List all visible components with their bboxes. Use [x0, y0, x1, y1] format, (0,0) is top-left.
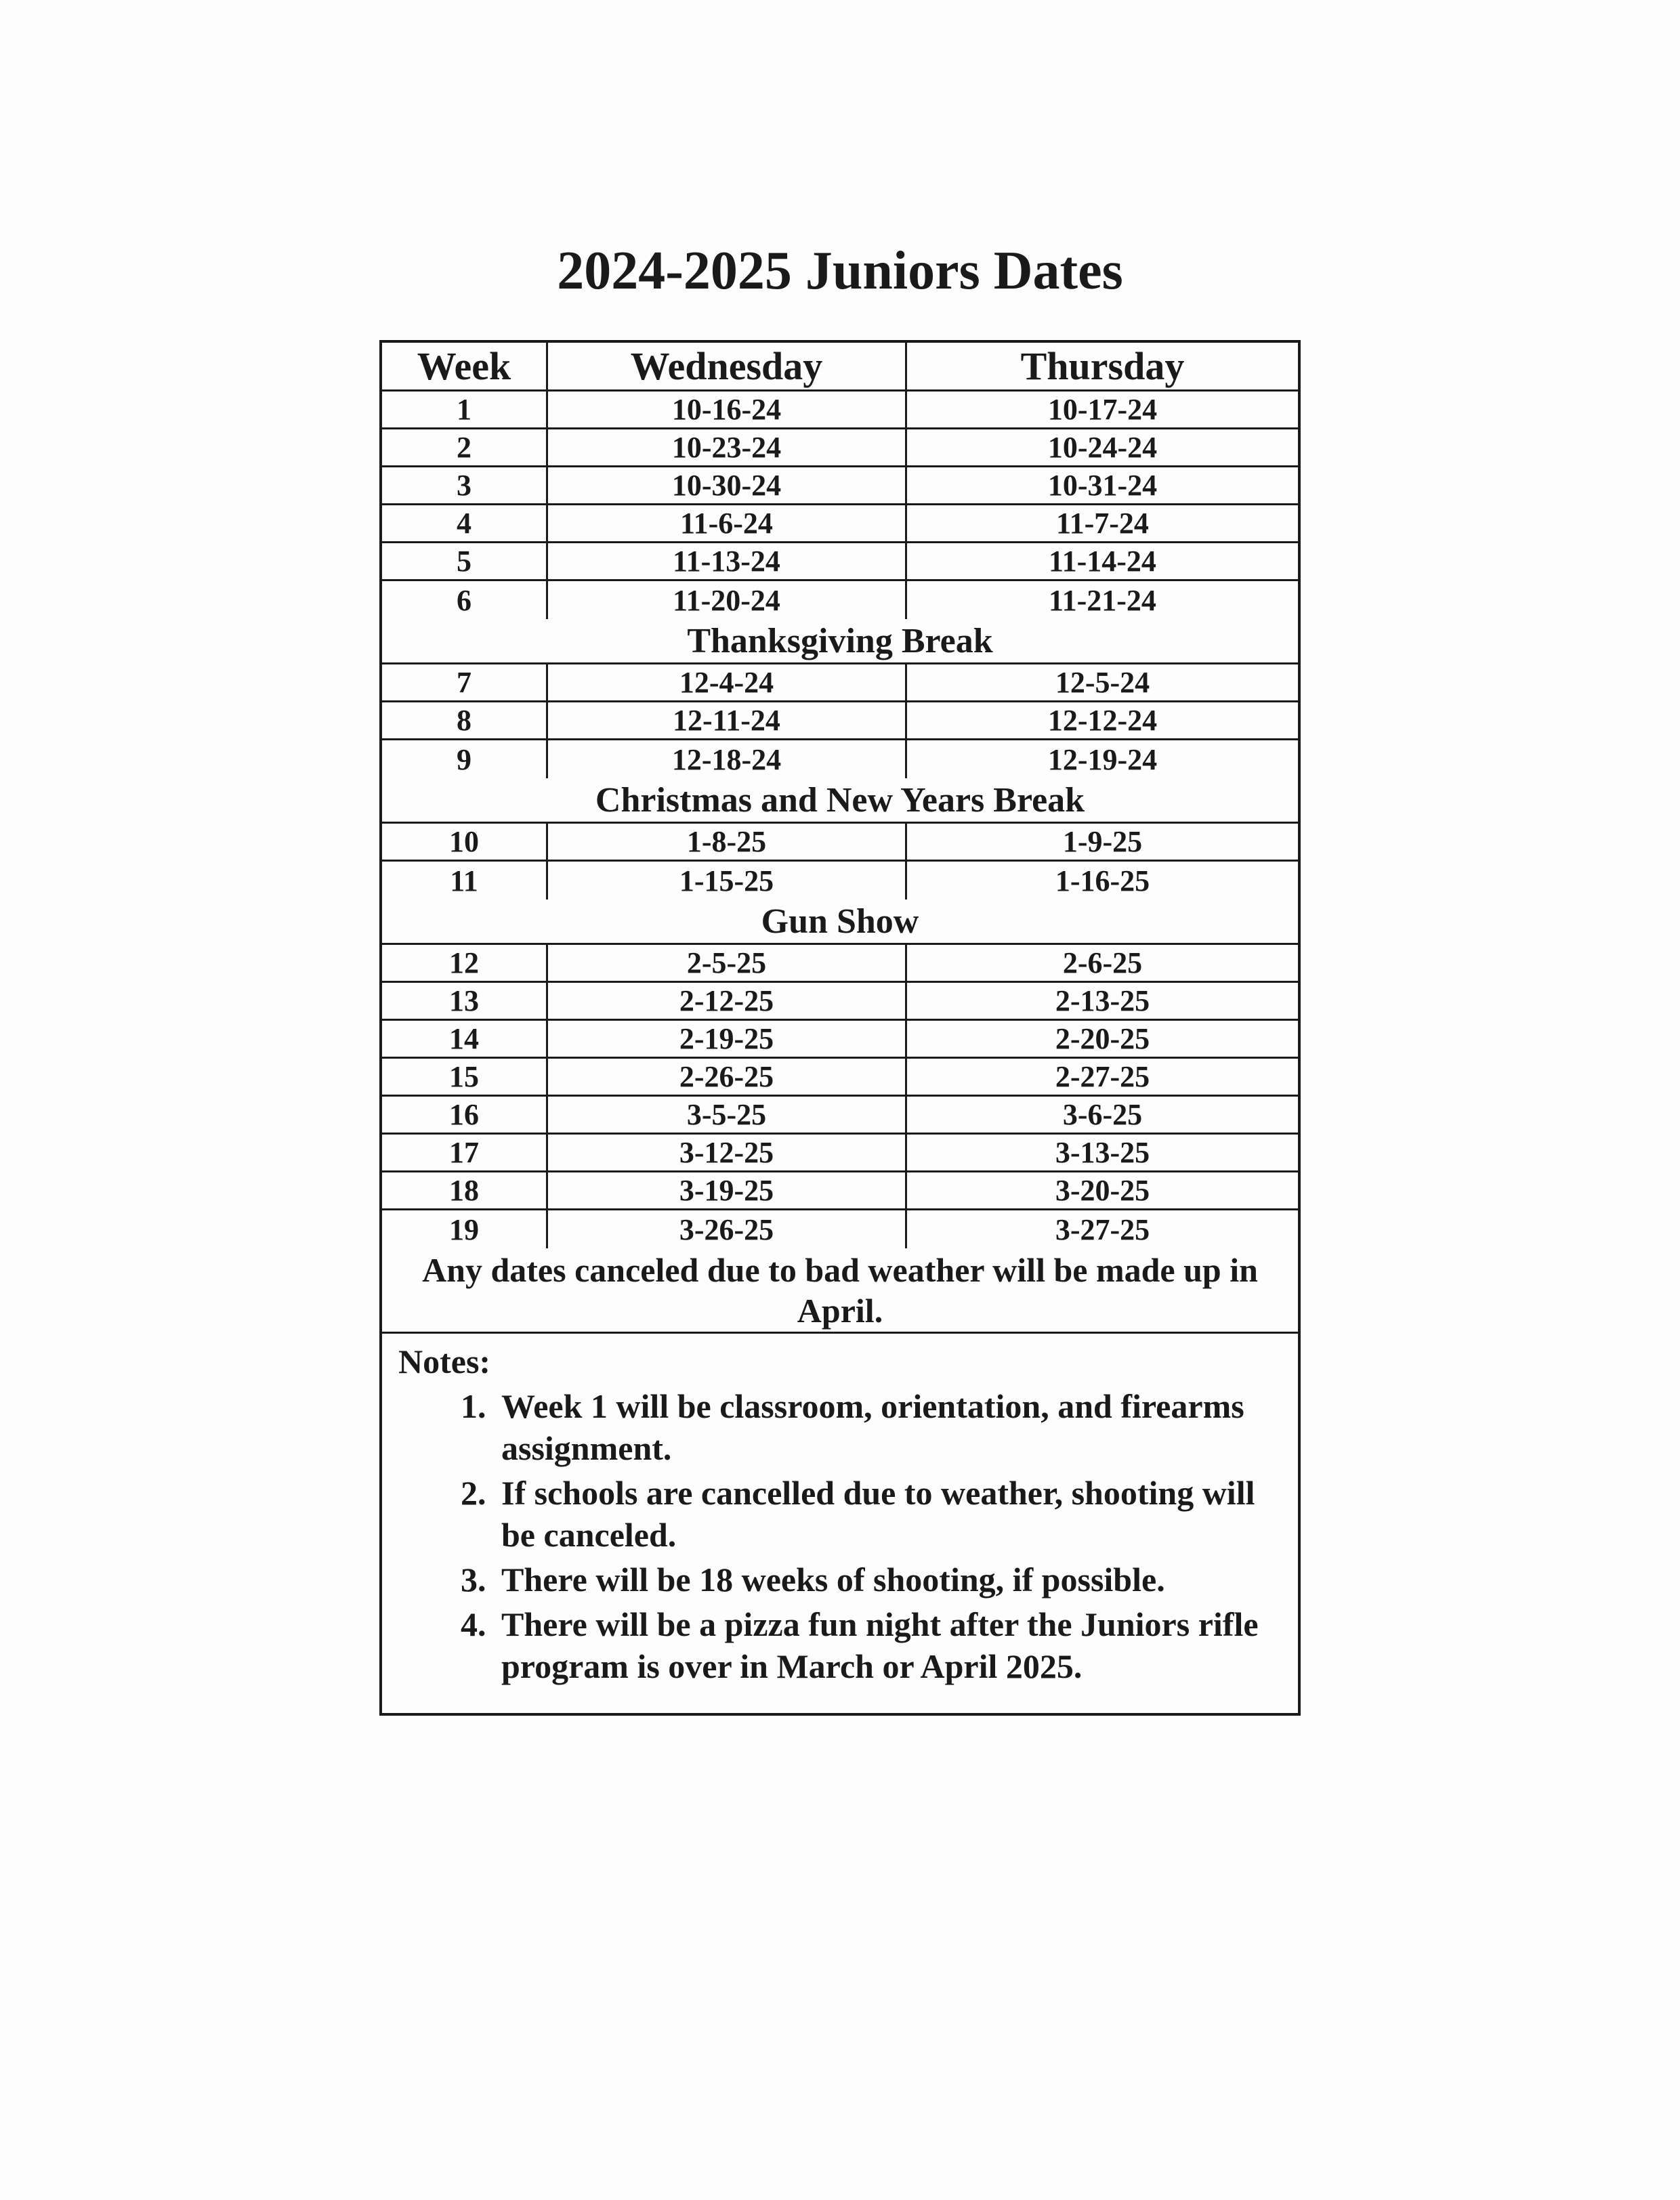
- thursday-date-cell: 11-7-24: [1056, 507, 1149, 540]
- thursday-date-cell: 1-16-25: [1055, 864, 1150, 897]
- wednesday-date-cell: 10-30-24: [548, 467, 907, 503]
- table-row: [382, 983, 1298, 1021]
- thursday-date-cell: 3-27-25: [1055, 1212, 1150, 1246]
- week-group-3: [382, 824, 1298, 900]
- table-row: [382, 1135, 1298, 1172]
- thursday-date-cell: 2-20-25: [1055, 1022, 1150, 1055]
- wednesday-date-cell: 12-4-24: [548, 664, 907, 700]
- week-cell: 17: [382, 1135, 548, 1170]
- week-cell: 8: [382, 702, 548, 738]
- thursday-date-cell: 1-9-25: [1062, 825, 1143, 858]
- thursday-date-cell: 3-6-25: [1062, 1098, 1143, 1131]
- week-cell: 19: [382, 1210, 548, 1248]
- wednesday-date-cell: 11-13-24: [548, 543, 907, 579]
- wednesday-date-cell: 12-18-24: [548, 740, 907, 778]
- table-row: [382, 467, 1298, 505]
- thursday-date-cell: 2-6-25: [1062, 946, 1143, 979]
- week-cell: 9: [382, 740, 548, 778]
- week-cell: 13: [382, 983, 548, 1019]
- page-title: 2024-2025 Juniors Dates: [557, 241, 1123, 301]
- table-row: [382, 824, 1298, 862]
- week-cell: 7: [382, 664, 548, 700]
- wednesday-date-cell: 2-19-25: [548, 1021, 907, 1057]
- week-cell: 14: [382, 1021, 548, 1057]
- note-item: 3. There will be 18 weeks of shooting, if possible.: [495, 1559, 1282, 1601]
- thursday-date-cell: 12-12-24: [1047, 704, 1158, 737]
- table-row: [382, 862, 1298, 900]
- wednesday-date-cell: 3-26-25: [548, 1210, 907, 1248]
- thanksgiving-break-row: Thanksgiving Break: [382, 619, 1298, 664]
- notes-label: Notes:: [398, 1342, 491, 1380]
- wednesday-date-cell: 3-19-25: [548, 1172, 907, 1208]
- wednesday-date-cell: 2-26-25: [548, 1059, 907, 1095]
- week-cell: 4: [382, 505, 548, 541]
- week-cell: 6: [382, 581, 548, 619]
- week-cell: 1: [382, 392, 548, 427]
- wednesday-date-cell: 1-15-25: [548, 862, 907, 900]
- table-row: [382, 392, 1298, 429]
- wednesday-date-cell: 2-5-25: [548, 945, 907, 981]
- table-row: [382, 1021, 1298, 1059]
- table-row: [382, 702, 1298, 740]
- thursday-date-cell: 3-20-25: [1055, 1174, 1150, 1207]
- week-group-1: [382, 392, 1298, 619]
- wednesday-column-header: Wednesday: [548, 343, 907, 389]
- wednesday-date-cell: 10-16-24: [548, 392, 907, 427]
- gun-show-row: Gun Show: [382, 900, 1298, 945]
- week-cell: 11: [382, 862, 548, 900]
- week-cell: 5: [382, 543, 548, 579]
- wednesday-date-cell: 3-5-25: [548, 1097, 907, 1133]
- christmas-break-row: Christmas and New Years Break: [382, 778, 1298, 824]
- thursday-date-cell: 12-19-24: [1047, 742, 1158, 776]
- table-row: [382, 1097, 1298, 1135]
- schedule-table: [379, 340, 1301, 1716]
- wednesday-date-cell: 11-20-24: [548, 581, 907, 619]
- week-cell: 15: [382, 1059, 548, 1095]
- note-item: 4. There will be a pizza fun night after the Juniors rifle program is over in March or April 2025.: [495, 1603, 1282, 1687]
- table-row: [382, 945, 1298, 983]
- thursday-column-header: Thursday: [1020, 344, 1185, 388]
- wednesday-date-cell: 1-8-25: [548, 824, 907, 860]
- week-cell: 10: [382, 824, 548, 860]
- week-cell: 16: [382, 1097, 548, 1133]
- table-row: [382, 1172, 1298, 1210]
- weather-note: Any dates canceled due to bad weather will be made up in April.: [382, 1248, 1298, 1334]
- week-group-2: [382, 664, 1298, 778]
- thursday-date-cell: 10-24-24: [1047, 431, 1158, 464]
- notes-section: [382, 1334, 1298, 1713]
- thursday-date-cell: 10-17-24: [1047, 393, 1158, 426]
- week-column-header: Week: [382, 343, 548, 389]
- table-row: [382, 429, 1298, 467]
- wednesday-date-cell: 12-11-24: [548, 702, 907, 738]
- table-row: [382, 1059, 1298, 1097]
- week-cell: 18: [382, 1172, 548, 1208]
- thursday-date-cell: 12-5-24: [1055, 666, 1150, 699]
- table-row: [382, 505, 1298, 543]
- thursday-date-cell: 11-21-24: [1049, 583, 1156, 617]
- table-row: [382, 740, 1298, 778]
- table-row: [382, 581, 1298, 619]
- thursday-date-cell: 11-14-24: [1049, 545, 1156, 578]
- week-cell: 12: [382, 945, 548, 981]
- note-item: 1. Week 1 will be classroom, orientation, and firearms assignment.: [495, 1385, 1282, 1469]
- thursday-date-cell: 2-27-25: [1055, 1060, 1150, 1093]
- note-item: 2. If schools are cancelled due to weather, shooting will be canceled.: [495, 1472, 1282, 1556]
- table-row: [382, 664, 1298, 702]
- week-cell: 3: [382, 467, 548, 503]
- notes-list: [398, 1385, 1282, 1687]
- thursday-date-cell: 2-13-25: [1055, 984, 1150, 1017]
- table-row: [382, 543, 1298, 581]
- wednesday-date-cell: 2-12-25: [548, 983, 907, 1019]
- thursday-date-cell: 3-13-25: [1055, 1136, 1150, 1169]
- week-cell: 2: [382, 429, 548, 465]
- table-header-row: [382, 343, 1298, 392]
- week-group-4: [382, 945, 1298, 1248]
- wednesday-date-cell: 3-12-25: [548, 1135, 907, 1170]
- table-row: [382, 1210, 1298, 1248]
- thursday-date-cell: 10-31-24: [1047, 469, 1158, 502]
- wednesday-date-cell: 11-6-24: [548, 505, 907, 541]
- wednesday-date-cell: 10-23-24: [548, 429, 907, 465]
